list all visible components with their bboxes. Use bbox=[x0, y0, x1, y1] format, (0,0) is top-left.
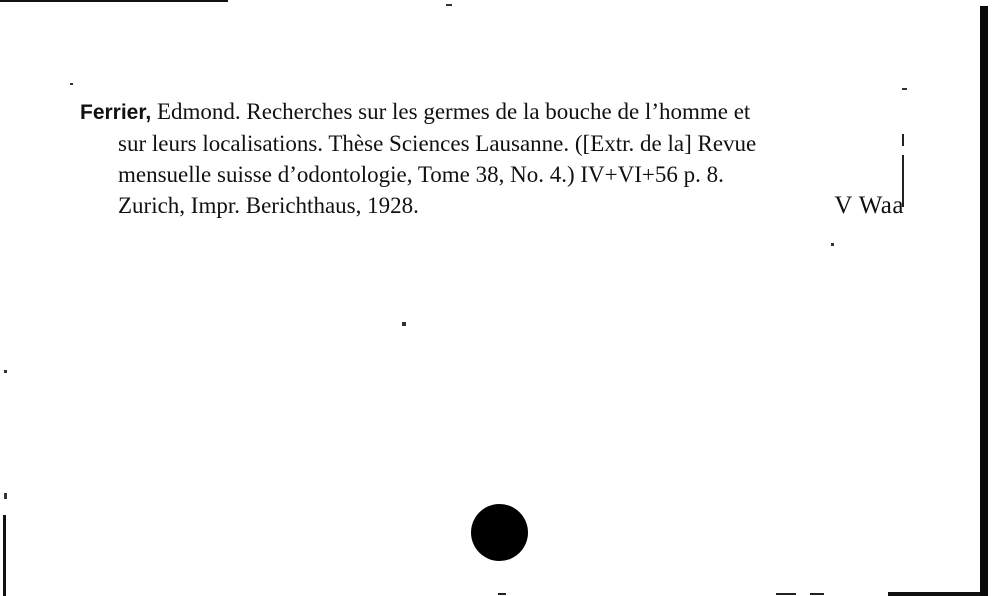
speck bbox=[446, 4, 452, 6]
title-start: Recherches sur les germes de la bouche de l’homme et bbox=[246, 99, 751, 124]
entry-line-1 bbox=[80, 96, 904, 128]
scan-edge-bottom bbox=[888, 592, 980, 596]
scan-edge-left bbox=[3, 515, 6, 596]
imprint-row bbox=[118, 190, 904, 221]
scan-edge-dash bbox=[776, 593, 796, 595]
entry-line-3: mensuelle suisse d’odontologie, Tome 38, No. 4.) IV+VI+56 p. 8. bbox=[118, 162, 724, 187]
speck bbox=[4, 370, 7, 373]
author-given-name: Edmond. bbox=[156, 99, 241, 124]
punch-hole bbox=[471, 504, 528, 561]
speck bbox=[902, 88, 907, 90]
scan-edge-dash bbox=[498, 593, 506, 595]
library-code: V Waa bbox=[834, 192, 904, 219]
author-surname: Ferrier, bbox=[80, 101, 152, 124]
speck bbox=[4, 493, 7, 499]
scan-edge-dash bbox=[810, 593, 824, 595]
imprint: Zurich, Impr. Berichthaus, 1928. bbox=[118, 193, 419, 218]
speck bbox=[70, 83, 73, 85]
scan-edge-top bbox=[0, 0, 228, 2]
scan-edge-right bbox=[980, 6, 988, 596]
speck bbox=[831, 243, 834, 246]
entry-line-4 bbox=[80, 190, 904, 221]
bibliographic-entry bbox=[80, 96, 904, 221]
speck bbox=[402, 322, 406, 326]
entry-line-2: sur leurs localisations. Thèse Sciences Lausanne. ([Extr. de la] Revue bbox=[118, 131, 757, 156]
